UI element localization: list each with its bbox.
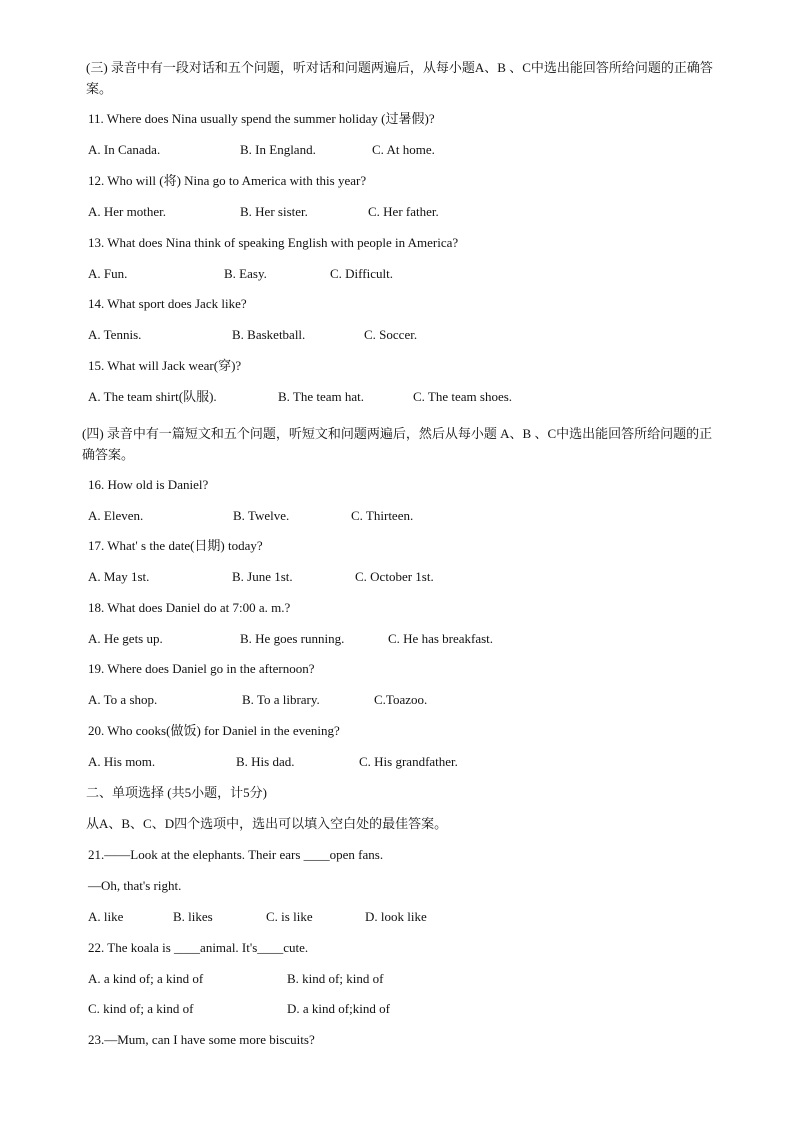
option-21-c: C. is like: [266, 909, 313, 924]
part2-heading: 二、单项选择 (共5小题，计5分): [86, 785, 267, 800]
question-14: 14. What sport does Jack like?: [88, 296, 247, 311]
option-15-a: A. The team shirt(队服).: [88, 389, 217, 404]
option-15-c: C. The team shoes.: [413, 389, 513, 404]
option-13-a: A. Fun.: [88, 266, 128, 281]
option-11-a: A. In Canada.: [88, 142, 161, 157]
question-16: 16. How old is Daniel?: [88, 477, 209, 492]
option-19-b: B. To a library.: [242, 692, 320, 707]
section4-instruction: (四) 录音中有一篇短文和五个问题，听短文和问题两遍后，然后从每小题 A、B 、C中选出能回答所给问题的正确答案。: [82, 426, 713, 462]
section3-instruction: (三) 录音中有一段对话和五个问题，听对话和问题两遍后，从每小题A、B 、C中选出能回答所给问题的正确答案。: [86, 60, 713, 96]
option-19-c: C.Toazoo.: [374, 692, 428, 707]
question-20: 20. Who cooks(做饭) for Daniel in the evening?: [88, 723, 340, 738]
part2-instruction: 从A、B、C、D四个选项中，选出可以填入空白处的最佳答案。: [86, 816, 448, 831]
option-13-b: B. Easy.: [224, 266, 267, 281]
option-20-a: A. His mom.: [88, 754, 156, 769]
option-14-a: A. Tennis.: [88, 327, 142, 342]
option-18-c: C. He has breakfast.: [388, 631, 494, 646]
option-22-d: D. a kind of;kind of: [287, 1001, 390, 1016]
option-17-a: A. May 1st.: [88, 569, 150, 584]
option-13-c: C. Difficult.: [330, 266, 393, 281]
option-17-b: B. June 1st.: [232, 569, 293, 584]
question-23: 23.—Mum, can I have some more biscuits?: [88, 1032, 315, 1047]
question-21-reply: —Oh, that's right.: [88, 878, 182, 893]
question-19: 19. Where does Daniel go in the afternoon?: [88, 661, 315, 676]
question-22: 22. The koala is ____animal. It's____cute.: [88, 940, 309, 955]
option-21-b: B. likes: [173, 909, 213, 924]
option-12-c: C. Her father.: [368, 204, 439, 219]
option-18-a: A. He gets up.: [88, 631, 163, 646]
option-14-c: C. Soccer.: [364, 327, 418, 342]
option-19-a: A. To a shop.: [88, 692, 158, 707]
option-12-b: B. Her sister.: [240, 204, 308, 219]
question-11: 11. Where does Nina usually spend the summer holiday (过暑假)?: [88, 111, 435, 126]
option-21-d: D. look like: [365, 909, 427, 924]
question-18: 18. What does Daniel do at 7:00 a. m.?: [88, 600, 291, 615]
option-17-c: C. October 1st.: [355, 569, 434, 584]
option-20-c: C. His grandfather.: [359, 754, 458, 769]
option-16-c: C. Thirteen.: [351, 508, 414, 523]
option-20-b: B. His dad.: [236, 754, 295, 769]
option-11-b: B. In England.: [240, 142, 316, 157]
option-14-b: B. Basketball.: [232, 327, 306, 342]
option-11-c: C. At home.: [372, 142, 435, 157]
option-21-a: A. like: [88, 909, 124, 924]
question-17: 17. What' s the date(日期) today?: [88, 538, 263, 553]
question-15: 15. What will Jack wear(穿)?: [88, 358, 242, 373]
question-21: 21.——Look at the elephants. Their ears ____open fans.: [88, 847, 384, 862]
option-18-b: B. He goes running.: [240, 631, 345, 646]
option-12-a: A. Her mother.: [88, 204, 166, 219]
option-16-b: B. Twelve.: [233, 508, 290, 523]
option-22-a: A. a kind of; a kind of: [88, 971, 204, 986]
option-22-b: B. kind of; kind of: [287, 971, 384, 986]
option-15-b: B. The team hat.: [278, 389, 365, 404]
option-16-a: A. Eleven.: [88, 508, 144, 523]
question-12: 12. Who will (将) Nina go to America with this year?: [88, 173, 367, 188]
option-22-c: C. kind of; a kind of: [88, 1001, 194, 1016]
question-13: 13. What does Nina think of speaking English with people in America?: [88, 235, 459, 250]
